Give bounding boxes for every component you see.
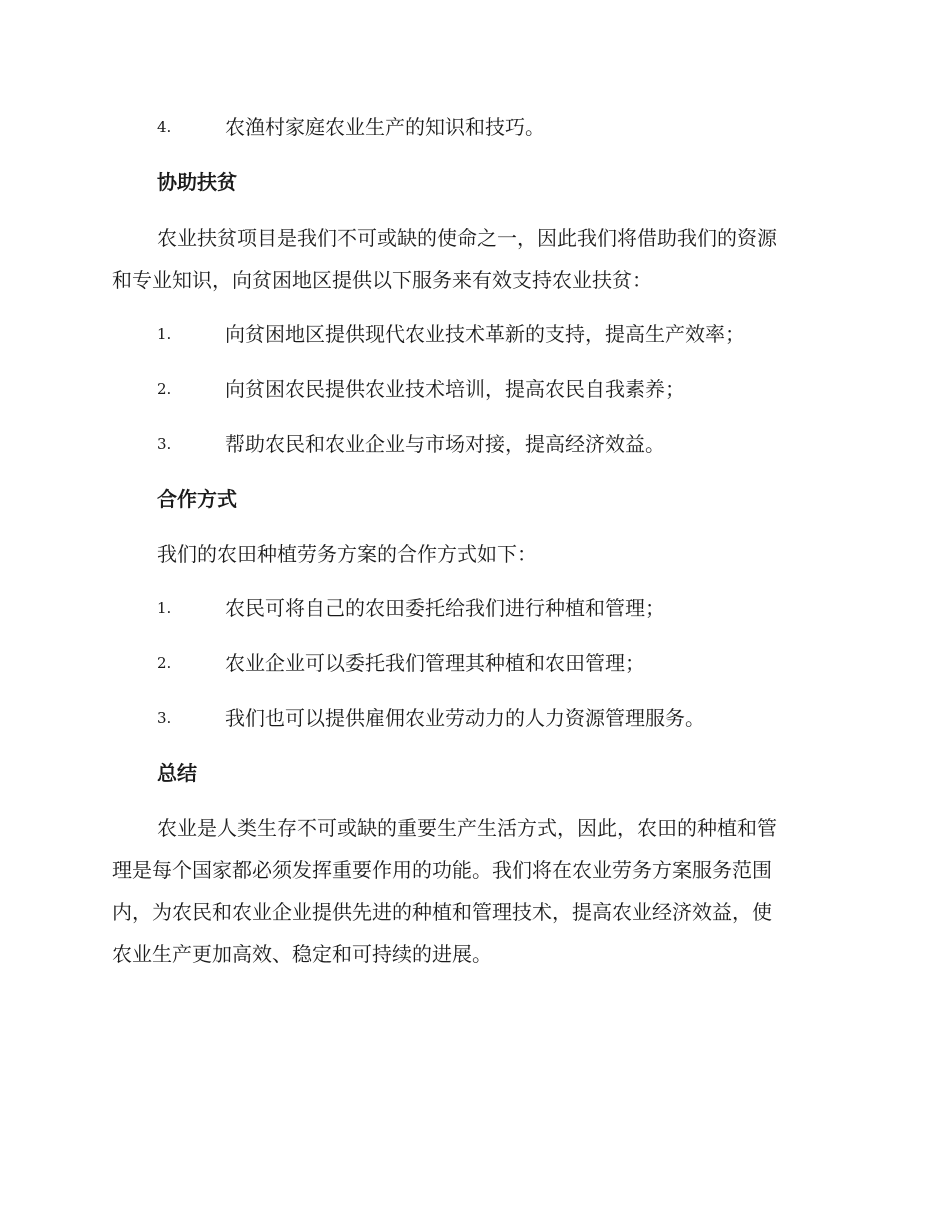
paragraph-line: 我们的农田种植劳务方案的合作方式如下： bbox=[157, 542, 537, 566]
paragraph-summary bbox=[112, 807, 832, 975]
paragraph-line: 农业扶贫项目是我们不可或缺的使命之一，因此我们将借助我们的资源 bbox=[157, 226, 777, 250]
section-heading-summary: 总结 bbox=[157, 761, 197, 785]
paragraph-line: 农业生产更加高效、稳定和可持续的进展。 bbox=[112, 942, 492, 966]
list-number: 1. bbox=[157, 599, 172, 617]
list-item bbox=[0, 703, 950, 733]
list-number: 2. bbox=[157, 654, 172, 672]
list-item bbox=[0, 593, 950, 623]
list-text: 农渔村家庭农业生产的知识和技巧。 bbox=[225, 115, 545, 139]
list-number: 3. bbox=[157, 709, 172, 727]
list-text: 我们也可以提供雇佣农业劳动力的人力资源管理服务。 bbox=[225, 706, 705, 730]
list-number: 2. bbox=[157, 380, 172, 398]
list-item bbox=[0, 429, 950, 459]
list-item bbox=[0, 112, 950, 142]
list-number: 4. bbox=[157, 118, 172, 136]
list-item bbox=[0, 319, 950, 349]
list-text: 农业企业可以委托我们管理其种植和农田管理； bbox=[225, 651, 645, 675]
list-text: 向贫困农民提供农业技术培训，提高农民自我素养； bbox=[225, 377, 685, 401]
paragraph-poverty bbox=[112, 217, 832, 301]
list-text: 农民可将自己的农田委托给我们进行种植和管理； bbox=[225, 596, 665, 620]
paragraph-line: 内，为农民和农业企业提供先进的种植和管理技术，提高农业经济效益，使 bbox=[112, 900, 772, 924]
paragraph-line: 农业是人类生存不可或缺的重要生产生活方式，因此，农田的种植和管 bbox=[157, 816, 777, 840]
paragraph-cooperation bbox=[112, 533, 832, 575]
section-heading-cooperation: 合作方式 bbox=[157, 487, 237, 511]
section-heading-poverty: 协助扶贫 bbox=[157, 170, 237, 194]
list-text: 向贫困地区提供现代农业技术革新的支持，提高生产效率； bbox=[225, 322, 745, 346]
paragraph-line: 理是每个国家都必须发挥重要作用的功能。我们将在农业劳务方案服务范围 bbox=[112, 858, 772, 882]
paragraph-line: 和专业知识，向贫困地区提供以下服务来有效支持农业扶贫： bbox=[112, 268, 652, 292]
list-number: 1. bbox=[157, 325, 172, 343]
list-number: 3. bbox=[157, 435, 172, 453]
list-item bbox=[0, 374, 950, 404]
list-text: 帮助农民和农业企业与市场对接，提高经济效益。 bbox=[225, 432, 665, 456]
list-item bbox=[0, 648, 950, 678]
